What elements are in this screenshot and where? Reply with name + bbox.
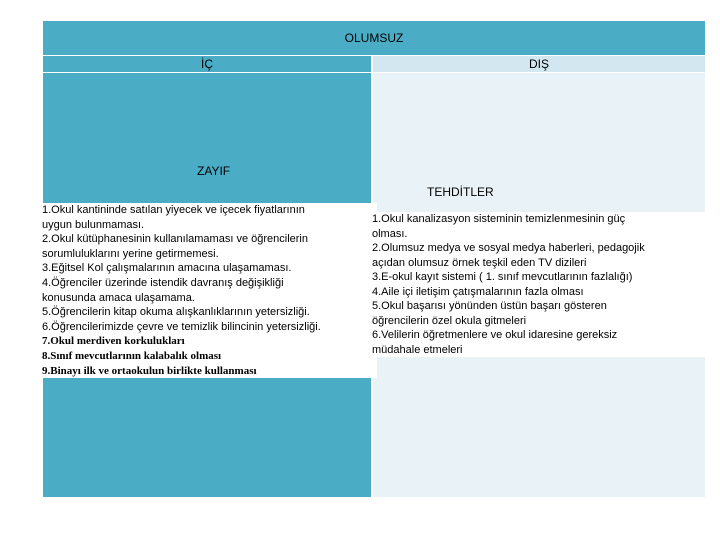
column-header-internal [43, 56, 371, 72]
threat-line: öğrencilerin özel okula gitmeleri [372, 314, 527, 327]
weakness-line: 7.Okul merdiven korkulukları [42, 335, 185, 348]
threat-line: 1.Okul kanalizasyon sisteminin temizlenmesinin güç [372, 213, 626, 225]
weakness-line: konusunda amaca ulaşamama. [42, 291, 195, 304]
column-header-external [373, 56, 705, 72]
weakness-line: 3.Eğitsel Kol çalışmalarının amacına ulaşamaması. [42, 262, 292, 275]
weakness-line: 2.Okul kütüphanesinin kullanılamaması ve öğrencilerin [42, 233, 308, 246]
weakness-line: 6.Öğrencilerimizde çevre ve temizlik bilincinin yetersizliği. [42, 320, 321, 333]
weakness-line: uygun bulunmaması. [42, 218, 145, 231]
weaknesses-list [42, 203, 377, 378]
threats-list [372, 212, 705, 357]
weakness-line: sorumluluklarını yerine getirmemesi. [42, 247, 219, 260]
weakness-line: 8.Sınıf mevcutlarının kalabalık olması [42, 349, 222, 362]
weakness-line: 4.Öğrenciler üzerinde istendik davranış değişikliği [42, 276, 284, 289]
column-label-internal: İÇ [201, 57, 213, 71]
threat-line: müdahale etmeleri [372, 343, 463, 356]
threat-line: 6.Velilerin öğretmenlere ve okul idaresine gereksiz [372, 329, 618, 341]
weakness-line: 5.Öğrencilerin kitap okuma alışkanlıklarının yetersizliği. [42, 306, 310, 319]
threat-line: 3.E-okul kayıt sistemi ( 1. sınıf mevcutlarının fazlalığı) [372, 271, 633, 283]
header-title: OLUMSUZ [344, 31, 404, 45]
threat-line: 4.Aile içi iletişim çatışmalarının fazla olması [372, 285, 584, 298]
threat-line: 5.Okul başarısı yönünden üstün başarı gösteren [372, 300, 607, 312]
table-header [43, 21, 705, 56]
threats-label: TEHDİTLER [427, 185, 494, 199]
weakness-label: ZAYIF [197, 164, 231, 178]
weakness-line: 1.Okul kantininde satılan yiyecek ve içecek fiyatlarının [42, 204, 305, 216]
column-label-external: DIŞ [528, 57, 549, 71]
threat-line: 2.Olumsuz medya ve sosyal medya haberleri, pedagojik [372, 242, 645, 254]
weakness-line: 9.Binayı ilk ve ortaokulun birlikte kullanması [42, 364, 257, 377]
threat-line: açıdan olumsuz örnek teşkil eden TV dizileri [372, 256, 587, 269]
threat-line: olması. [372, 227, 408, 240]
